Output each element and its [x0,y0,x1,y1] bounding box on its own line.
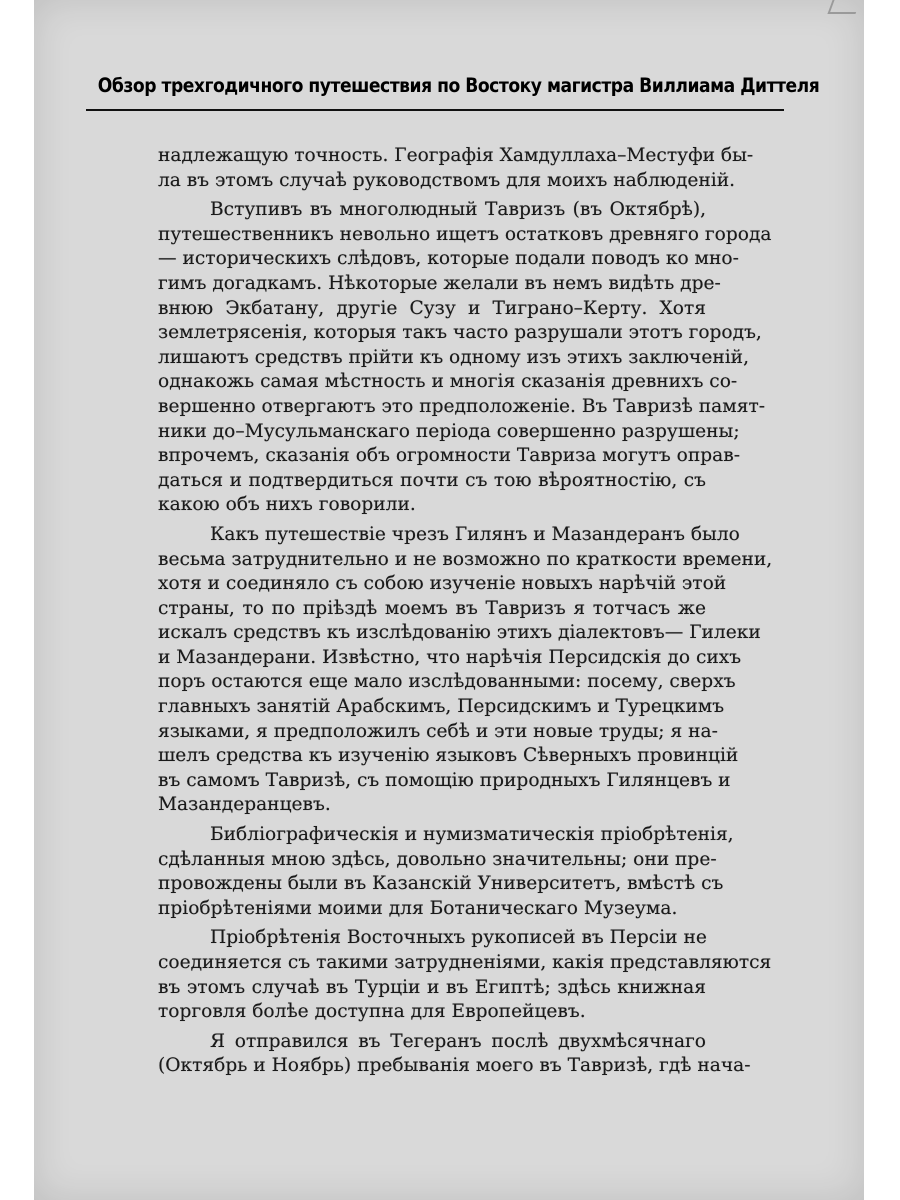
text-line: ла въ этомъ случаѣ руководствомъ для моихъ наблюденій. [158,169,736,191]
text-line: соединяется съ такими затрудненіями, какія представляются [158,952,772,973]
text-line: и Мазандерани. Извѣстно, что нарѣчія Персидскія до сихъ [158,646,742,668]
text-line: даться и подтвердиться почти съ тою вѣроятностію, съ [158,469,706,491]
paragraph-2 [158,198,772,518]
text-line: языками, я предположилъ себѣ и эти новые труды; я на- [158,720,718,742]
text-line: Библіографическія и нумизматическія пріобрѣтенія, [210,824,734,846]
paragraph-5 [158,926,772,1024]
paragraph-6 [158,1030,751,1079]
text-line: надлежащую точность. Географія Хамдуллаха–Местуфи бы- [158,145,754,166]
text-line: вершенно отвергаютъ это предположеніе. Въ Тавризѣ памят- [158,395,766,417]
text-line: Какъ путешествіе чрезъ Гилянъ и Мазандеранъ было [210,523,740,545]
text-line: землетрясенія, которыя такъ часто разрушали этотъ городъ, [158,322,762,344]
text-line: гимъ догадкамъ. Нѣкоторые желали въ немъ видѣть дре- [158,272,721,294]
running-header [54,74,820,97]
text-line: въ самомъ Тавризѣ, съ помощію природныхъ Гилянцевъ и [158,769,731,791]
text-line: въ этомъ случаѣ въ Турціи и въ Египтѣ; здѣсь книжная [158,976,706,998]
text-line: Пріобрѣтенія Восточныхъ рукописей въ Персіи не [210,927,707,949]
text-line: лишаютъ средствъ прійти къ одному изъ этихъ заключеній, [158,346,749,368]
text-line: торговля болѣе доступна для Европейцевъ. [158,1001,586,1023]
text-line: Мазандеранцевъ. [158,794,331,816]
text-line: (Октябрь и Ноябрь) пребыванія моего въ Тавризѣ, гдѣ нача- [158,1055,751,1077]
header-title: Обзор трехгодичного путешествия по Востоку магистра Виллиама Диттеля [97,74,820,97]
text-line: хотя и соединяло съ собою изученіе новыхъ нарѣчій этой [158,573,727,595]
text-line: однакожь самая мѣстность и многія сказанія древнихъ со- [158,371,738,393]
text-line: провождены были въ Казанскій Университетъ, вмѣстѣ съ [158,873,724,895]
text-line: Я отправился въ Тегеранъ послѣ двухмѣсячнаго [210,1030,706,1052]
text-line: Вступивъ въ многолюдный Тавризъ (въ Октябрѣ), [210,199,706,221]
paragraph-1 [158,144,754,193]
paragraph-3 [158,523,773,818]
paragraph-4 [158,823,734,921]
header-rule [86,109,784,111]
text-line: сдѣланныя мною здѣсь, довольно значительны; они пре- [158,848,717,870]
text-line: пріобрѣтеніями моими для Ботаническаго Музеума. [158,897,678,919]
body-text [158,144,773,1084]
text-line: какою объ нихъ говорили. [158,494,416,516]
text-line: — историческихъ слѣдовъ, которые подали поводъ ко мно- [158,248,739,270]
text-line: путешественникъ невольно ищетъ остатковъ древняго города [158,223,772,245]
text-line: главныхъ занятій Арабскимъ, Персидскимъ и Турецкимъ [158,696,725,718]
page-corner-mark [827,0,860,14]
text-line: искалъ средствъ къ изслѣдованію этихъ діалектовъ— Гилеки [158,622,761,644]
text-line: впрочемъ, сказанія объ огромности Тавриза могутъ оправ- [158,445,740,467]
text-line: внюю Экбатану, другіе Сузу и Тиграно–Керту. Хотя [158,297,706,319]
text-line: страны, то по пріѣздѣ моемъ въ Тавризъ я тотчасъ же [158,597,706,619]
text-line: шелъ средства къ изученію языковъ Сѣверныхъ провинцій [158,745,739,767]
text-line: весьма затруднительно и не возможно по краткости времени, [158,548,773,570]
text-line: ники до–Мусульманскаго періода совершенно разрушены; [158,420,740,442]
text-line: поръ остаются еще мало изслѣдованными: посему, сверхъ [158,671,736,693]
